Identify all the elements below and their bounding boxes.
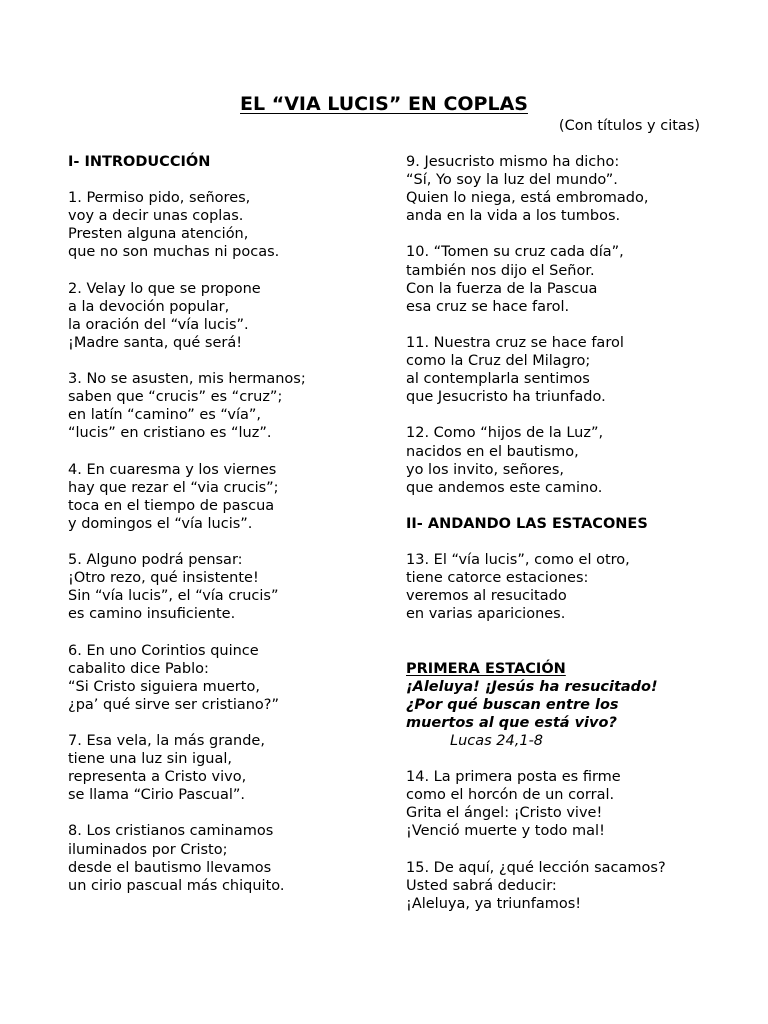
verse-line: es camino insuficiente. (68, 606, 236, 623)
verse-line: Presten alguna atención, (68, 226, 249, 243)
verse-line: tiene catorce estaciones: (406, 570, 589, 587)
station-line: ¡Aleluya! ¡Jesús ha resucitado! (406, 678, 658, 695)
verse-line: 13. El “vía lucis”, como el otro, (406, 552, 630, 569)
verse-line: hay que rezar el “via crucis”; (68, 479, 279, 496)
station-citation: Lucas 24,1-8 (450, 733, 544, 749)
verse-line: Sin “vía lucis”, el “vía crucis” (68, 588, 279, 605)
verse-line: 7. Esa vela, la más grande, (68, 733, 265, 749)
section-heading-introduccion: I- INTRODUCCIÓN (68, 154, 211, 170)
verse-line: 14. La primera posta es firme (406, 769, 621, 786)
station-line: ¿Por qué buscan entre los (406, 696, 619, 713)
section-heading-andando: II- ANDANDO LAS ESTACONES (406, 515, 648, 532)
verse-line: 11. Nuestra cruz se hace farol (406, 334, 624, 351)
stanza (68, 732, 388, 804)
verse-line: iluminados por Cristo; (68, 841, 228, 858)
right-stanza-list-a (406, 153, 726, 497)
document-subtitle: (Con títulos y citas) (558, 118, 700, 134)
stanza (68, 551, 388, 623)
verse-line: ¿pa’ qué sirve ser cristiano?” (68, 696, 280, 713)
verse-line: que no son muchas ni pocas. (68, 244, 280, 261)
stanza (68, 461, 388, 533)
verse-line: 15. De aquí, ¿qué lección sacamos? (406, 859, 666, 876)
stanza (68, 642, 388, 714)
verse-line: desde el bautismo llevamos (68, 859, 272, 876)
verse-line: se llama “Cirio Pascual”. (68, 787, 245, 804)
verse-line: toca en el tiempo de pascua (68, 497, 275, 514)
verse-line: 10. “Tomen su cruz cada día”, (406, 244, 624, 261)
verse-line: ¡Madre santa, qué será! (68, 334, 243, 351)
verse-line: 9. Jesucristo mismo ha dicho: (406, 154, 620, 170)
verse-line: Quien lo niega, está embromado, (406, 190, 649, 207)
verse-line: voy a decir unas coplas. (68, 208, 244, 225)
left-stanza-list (68, 189, 388, 895)
stanza (406, 153, 726, 225)
verse-line: “Si Cristo siguiera muerto, (68, 678, 260, 695)
stanza (406, 768, 726, 840)
station-block (406, 660, 726, 750)
verse-line: 12. Como “hijos de la Luz”, (406, 425, 604, 442)
verse-line: 4. En cuaresma y los viernes (68, 461, 277, 478)
verse-line: 2. Velay lo que se propone (68, 280, 261, 297)
verse-line: en varias apariciones. (406, 606, 566, 623)
document-title: EL “VIA LUCIS” EN COPLAS (240, 93, 528, 115)
stanza (68, 822, 388, 894)
verse-line: “lucis” en cristiano es “luz”. (68, 425, 272, 442)
stanza-13 (406, 551, 726, 623)
verse-line: al contemplarla sentimos (406, 371, 590, 388)
verse-line: ¡Venció muerte y todo mal! (406, 823, 605, 840)
verse-line: veremos al resucitado (406, 588, 567, 605)
verse-line: “Sí, Yo soy la luz del mundo”. (406, 172, 618, 189)
stanza (68, 189, 388, 261)
stanza (406, 551, 726, 623)
verse-line: a la devoción popular, (68, 298, 230, 315)
verse-line: Usted sabrá deducir: (406, 877, 557, 894)
verse-line: como la Cruz del Milagro; (406, 353, 591, 370)
verse-line: y domingos el “vía lucis”. (68, 515, 253, 532)
verse-line: tiene una luz sin igual, (68, 751, 232, 768)
verse-line: 3. No se asusten, mis hermanos; (68, 371, 306, 388)
verse-line: que Jesucristo ha triunfado. (406, 389, 606, 406)
verse-line: 1. Permiso pido, señores, (68, 190, 251, 207)
verse-line: saben que “crucis” es “cruz”; (68, 389, 283, 406)
verse-line: esa cruz se hace farol. (406, 298, 570, 315)
verse-line: como el horcón de un corral. (406, 787, 615, 804)
verse-line: ¡Aleluya, ya triunfamos! (406, 895, 582, 912)
verse-line: nacidos en el bautismo, (406, 443, 579, 460)
verse-line: Grita el ángel: ¡Cristo vive! (406, 805, 603, 822)
stanza (68, 280, 388, 352)
verse-line: cabalito dice Pablo: (68, 660, 209, 677)
verse-line: representa a Cristo vivo, (68, 769, 247, 786)
verse-line: 6. En uno Corintios quince (68, 642, 259, 659)
verse-line: también nos dijo el Señor. (406, 262, 595, 279)
left-column (68, 153, 388, 895)
verse-line: ¡Otro rezo, qué insistente! (68, 570, 259, 587)
right-column (406, 153, 726, 913)
verse-line: que andemos este camino. (406, 479, 603, 496)
verse-line: la oración del “vía lucis”. (68, 316, 249, 333)
stanza (406, 424, 726, 496)
stanza (68, 370, 388, 442)
stanza (406, 334, 726, 406)
verse-line: en latín “camino” es “vía”, (68, 407, 262, 424)
verse-line: 5. Alguno podrá pensar: (68, 552, 243, 569)
stanza (406, 859, 726, 913)
verse-line: Con la fuerza de la Pascua (406, 280, 598, 297)
verse-line: un cirio pascual más chiquito. (68, 877, 285, 894)
station-line: muertos al que está vivo? (406, 714, 617, 731)
verse-line: anda en la vida a los tumbos. (406, 208, 621, 225)
right-stanza-list-b (406, 768, 726, 913)
stanza (406, 243, 726, 315)
verse-line: 8. Los cristianos caminamos (68, 823, 274, 840)
station-title: PRIMERA ESTACIÓN (406, 660, 566, 677)
verse-line: yo los invito, señores, (406, 461, 564, 478)
